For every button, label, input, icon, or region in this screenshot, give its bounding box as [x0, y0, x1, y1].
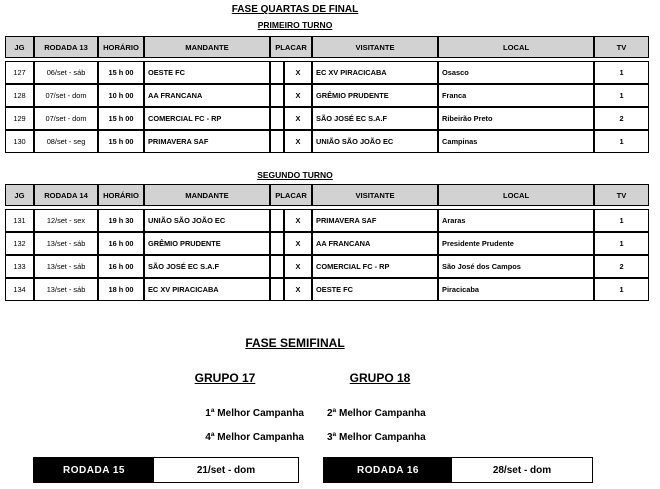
cell-hora: 15 h 00 [98, 130, 144, 153]
cell-local: Ribeirão Preto [438, 107, 594, 130]
cell-hora: 16 h 00 [98, 232, 144, 255]
table-row [5, 107, 649, 130]
cell-jg: 131 [5, 209, 34, 232]
cell-mandante: OESTE FC [144, 61, 270, 84]
cell-x: X [284, 61, 312, 84]
col-header-visitante: VISITANTE [312, 36, 438, 58]
table-row [5, 278, 649, 301]
cell-hora: 16 h 00 [98, 255, 144, 278]
table-row [5, 84, 649, 107]
rodada-16-label: RODADA 16 [324, 458, 452, 482]
cell-hora: 19 h 30 [98, 209, 144, 232]
primeiro-turno-title: PRIMEIRO TURNO [257, 20, 333, 30]
cell-mandante: COMERCIAL FC - RP [144, 107, 270, 130]
cell-jg: 127 [5, 61, 34, 84]
cell-placar-mandante [270, 255, 284, 278]
cell-data: 13/set - sáb [34, 278, 98, 301]
cell-data: 06/set - sáb [34, 61, 98, 84]
cell-hora: 18 h 00 [98, 278, 144, 301]
grupo-17-line1: 1ª Melhor Campanha [205, 408, 304, 419]
table-row [5, 232, 649, 255]
cell-x: X [284, 84, 312, 107]
cell-visitante: PRIMAVERA SAF [312, 209, 438, 232]
col-header-jg: JG [5, 36, 34, 58]
cell-jg: 129 [5, 107, 34, 130]
cell-local: Araras [438, 209, 594, 232]
cell-placar-mandante [270, 107, 284, 130]
cell-placar-mandante [270, 232, 284, 255]
cell-hora: 15 h 00 [98, 61, 144, 84]
cell-placar-mandante [270, 84, 284, 107]
col-header-local: LOCAL [438, 184, 594, 206]
cell-visitante: OESTE FC [312, 278, 438, 301]
cell-placar-mandante [270, 209, 284, 232]
col-header-visitante: VISITANTE [312, 184, 438, 206]
table-row [5, 209, 649, 232]
grupo-18-line2: 3ª Melhor Campanha [327, 432, 426, 443]
cell-local: Franca [438, 84, 594, 107]
cell-x: X [284, 107, 312, 130]
table-row [5, 130, 649, 153]
col-header-jg: JG [5, 184, 34, 206]
primeiro-turno-table [5, 36, 649, 153]
cell-jg: 134 [5, 278, 34, 301]
col-header-mandante: MANDANTE [144, 36, 270, 58]
grupo-17-title: GRUPO 17 [194, 371, 256, 385]
table-row [5, 255, 649, 278]
cell-visitante: EC XV PIRACICABA [312, 61, 438, 84]
segundo-turno-title: SEGUNDO TURNO [257, 170, 333, 180]
cell-local: Osasco [438, 61, 594, 84]
cell-mandante: AA FRANCANA [144, 84, 270, 107]
fase-quartas-title: FASE QUARTAS DE FINAL [231, 4, 359, 15]
col-header-tv: TV [594, 36, 649, 58]
table-header-row [5, 184, 649, 206]
cell-jg: 132 [5, 232, 34, 255]
grupo-18-line1: 2ª Melhor Campanha [327, 408, 426, 419]
cell-x: X [284, 209, 312, 232]
cell-tv: 2 [594, 107, 649, 130]
cell-jg: 128 [5, 84, 34, 107]
cell-tv: 1 [594, 209, 649, 232]
cell-visitante: AA FRANCANA [312, 232, 438, 255]
cell-data: 13/set - sáb [34, 255, 98, 278]
col-header-local: LOCAL [438, 36, 594, 58]
cell-mandante: SÃO JOSÉ EC S.A.F [144, 255, 270, 278]
cell-local: Piracicaba [438, 278, 594, 301]
cell-visitante: SÃO JOSÉ EC S.A.F [312, 107, 438, 130]
cell-hora: 15 h 00 [98, 107, 144, 130]
cell-tv: 2 [594, 255, 649, 278]
cell-mandante: EC XV PIRACICABA [144, 278, 270, 301]
cell-placar-mandante [270, 61, 284, 84]
cell-data: 12/set - sex [34, 209, 98, 232]
col-header-tv: TV [594, 184, 649, 206]
cell-x: X [284, 278, 312, 301]
cell-tv: 1 [594, 130, 649, 153]
cell-visitante: COMERCIAL FC - RP [312, 255, 438, 278]
col-header-rodada: RODADA 14 [34, 184, 98, 206]
grupo-17-line2: 4ª Melhor Campanha [205, 432, 304, 443]
col-header-horario: HORÁRIO [98, 36, 144, 58]
cell-x: X [284, 232, 312, 255]
rodada-16-date: 28/set - dom [492, 464, 552, 476]
col-header-rodada: RODADA 13 [34, 36, 98, 58]
fase-semifinal-title: FASE SEMIFINAL [245, 336, 345, 350]
rodada-15-bar [33, 457, 299, 483]
col-header-placar: PLACAR [270, 184, 312, 206]
cell-x: X [284, 255, 312, 278]
cell-data: 07/set - dom [34, 84, 98, 107]
table-row [5, 61, 649, 84]
cell-placar-mandante [270, 278, 284, 301]
cell-placar-mandante [270, 130, 284, 153]
segundo-turno-table [5, 184, 649, 301]
table-header-row [5, 36, 649, 58]
rodada-15-label: RODADA 15 [34, 458, 154, 482]
cell-hora: 10 h 00 [98, 84, 144, 107]
rodada-16-bar [323, 457, 593, 483]
cell-jg: 130 [5, 130, 34, 153]
cell-visitante: GRÊMIO PRUDENTE [312, 84, 438, 107]
cell-tv: 1 [594, 84, 649, 107]
cell-tv: 1 [594, 278, 649, 301]
rodada-15-date: 21/set - dom [196, 464, 256, 476]
cell-mandante: UNIÃO SÃO JOÃO EC [144, 209, 270, 232]
cell-visitante: UNIÃO SÃO JOÃO EC [312, 130, 438, 153]
cell-tv: 1 [594, 232, 649, 255]
cell-x: X [284, 130, 312, 153]
cell-local: São José dos Campos [438, 255, 594, 278]
cell-jg: 133 [5, 255, 34, 278]
cell-data: 08/set - seg [34, 130, 98, 153]
cell-mandante: GRÊMIO PRUDENTE [144, 232, 270, 255]
cell-data: 07/set - dom [34, 107, 98, 130]
col-header-mandante: MANDANTE [144, 184, 270, 206]
cell-data: 13/set - sáb [34, 232, 98, 255]
cell-tv: 1 [594, 61, 649, 84]
col-header-placar: PLACAR [270, 36, 312, 58]
cell-local: Campinas [438, 130, 594, 153]
col-header-horario: HORÁRIO [98, 184, 144, 206]
grupo-18-title: GRUPO 18 [349, 371, 411, 385]
cell-mandante: PRIMAVERA SAF [144, 130, 270, 153]
cell-local: Presidente Prudente [438, 232, 594, 255]
